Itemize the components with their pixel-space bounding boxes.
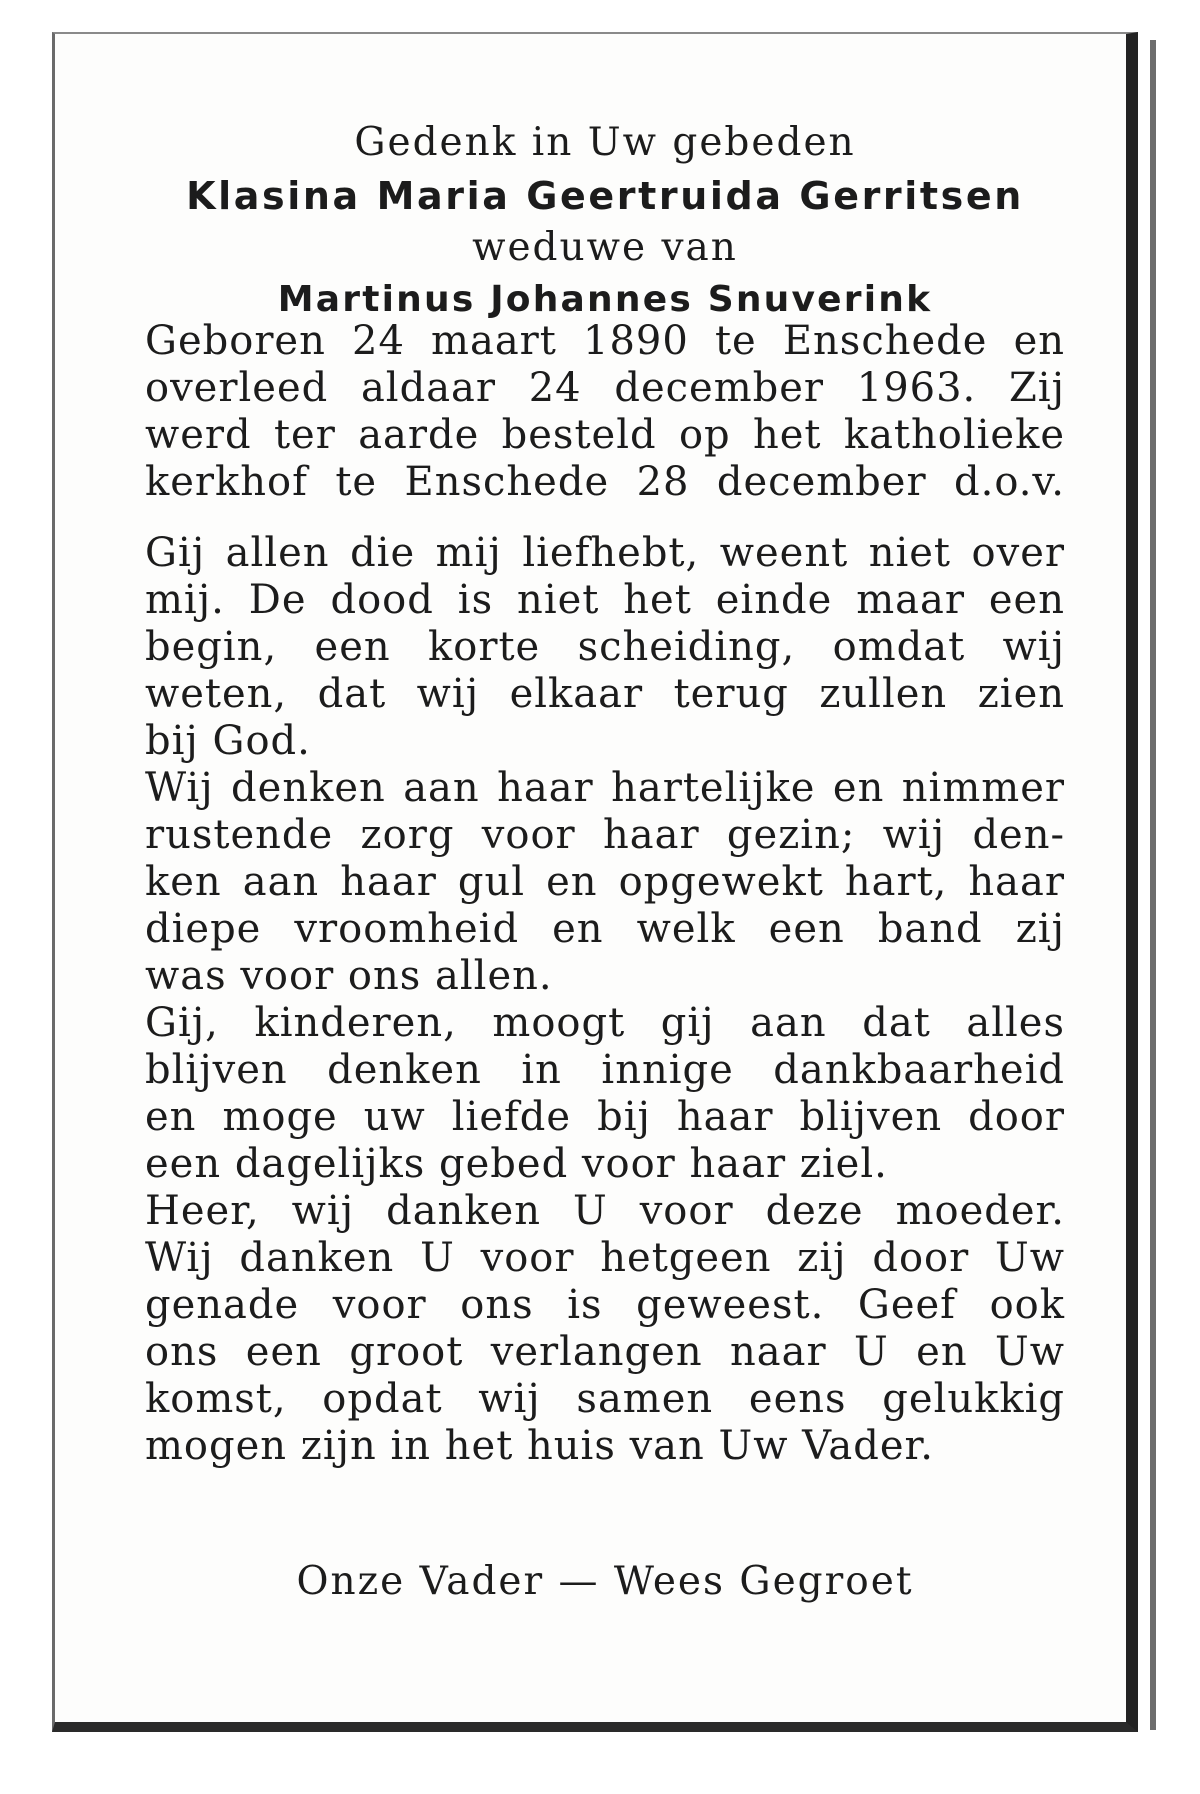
text-line: en moge uw liefde bij haar blijven door	[145, 1094, 1065, 1140]
bio-line: overleed aldaar 24 december 1963. Zij	[145, 365, 1065, 411]
text-line: mij. De dood is niet het einde maar een	[145, 577, 1065, 623]
text-line: rustende zorg voor haar gezin; wij den-	[145, 812, 1065, 858]
text-line: Gij allen die mij liefhebt, weent niet over	[145, 530, 1065, 576]
relation-line: weduwe van	[472, 225, 738, 270]
bio-line: werd ter aarde besteld op het katholieke	[145, 412, 1065, 458]
text-line: Gij, kinderen, moogt gij aan dat alles	[145, 1000, 1065, 1046]
text-line: genade voor ons is geweest. Geef ook	[145, 1282, 1065, 1328]
text-line: komst, opdat wij samen eens gelukkig	[145, 1376, 1065, 1422]
header-block	[145, 118, 1065, 328]
closing-prayers: Onze Vader — Wees Gegroet	[296, 1559, 914, 1604]
paragraph-1	[145, 530, 1065, 765]
text-line: bij God.	[145, 718, 311, 764]
paragraph-4	[145, 1188, 1065, 1470]
text-line: begin, een korte scheiding, omdat wij	[145, 624, 1065, 670]
closing-block	[145, 1558, 1065, 1605]
text-line: een dagelijks gebed voor haar ziel.	[145, 1141, 888, 1187]
spouse-name: Martinus Johannes Snuverink	[277, 279, 933, 320]
text-line: mogen zijn in het huis van Uw Vader.	[145, 1423, 934, 1469]
text-line: weten, dat wij elkaar terug zullen zien	[145, 671, 1065, 717]
card-edge-shadow	[1150, 40, 1156, 1730]
text-line: blijven denken in innige dankbaarheid	[145, 1047, 1065, 1093]
text-line: was voor ons allen.	[145, 953, 553, 999]
text-line: diepe vroomheid en welk een band zij	[145, 906, 1065, 952]
paragraph-2	[145, 765, 1065, 1000]
bio-line: kerkhof te Enschede 28 december d.o.v.	[145, 459, 1065, 505]
text-line: ons een groot verlangen naar U en Uw	[145, 1329, 1065, 1375]
bio-line: Geboren 24 maart 1890 te Enschede en	[145, 318, 1065, 364]
paragraph-3	[145, 1000, 1065, 1188]
intro-line: Gedenk in Uw gebeden	[354, 120, 856, 165]
biography-block	[145, 318, 1065, 506]
text-line: ken aan haar gul en opgewekt hart, haar	[145, 859, 1065, 905]
deceased-name: Klasina Maria Geertruida Gerritsen	[186, 174, 1024, 218]
text-line: Heer, wij danken U voor deze moeder.	[145, 1188, 1065, 1234]
text-line: Wij danken U voor hetgeen zij door Uw	[145, 1235, 1065, 1281]
text-line: Wij denken aan haar hartelijke en nimmer	[145, 765, 1065, 811]
